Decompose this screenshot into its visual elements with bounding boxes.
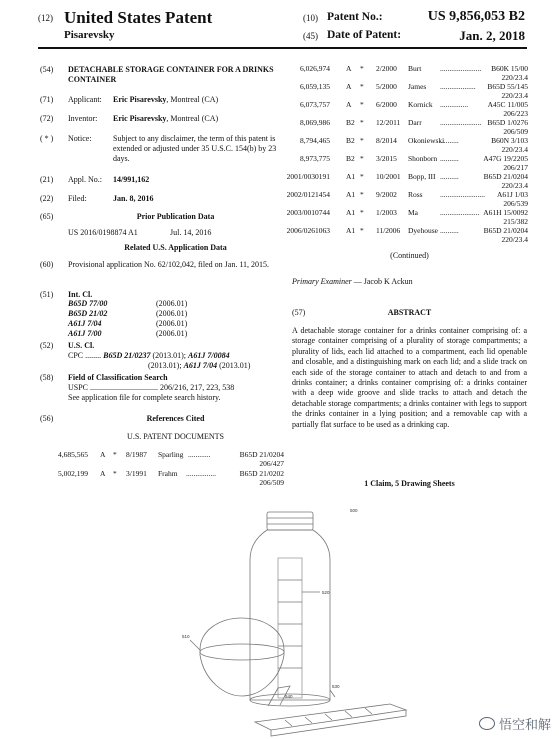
- int-cl-class: B65D 77/00: [68, 299, 108, 308]
- f65-code: (65): [40, 212, 54, 221]
- ref-date: 9/2002: [376, 190, 397, 199]
- figure-label: 540: [285, 694, 293, 699]
- appl-no-label: Appl. No.:: [68, 175, 102, 184]
- int-cl-list: [68, 299, 187, 339]
- ref-name: Burt: [408, 64, 422, 73]
- ref-name: Sparling: [158, 450, 184, 459]
- ref-kind: A1: [346, 208, 356, 217]
- ref-number: 8,794,465: [300, 136, 330, 145]
- ref-date: 3/1991: [126, 469, 147, 478]
- ref-dots: ......................: [440, 64, 482, 73]
- f60-code: (60): [40, 260, 54, 269]
- int-cl-class: A61J 7/04: [68, 319, 102, 328]
- ref-star: *: [360, 190, 364, 199]
- ref-dots: ................: [186, 469, 216, 478]
- inventor-label: Inventor:: [68, 114, 98, 123]
- cpc-class: A61J 7/0084: [188, 351, 230, 360]
- ref-subclass: 220/23.4: [501, 73, 528, 82]
- related-app-title: Related U.S. Application Data: [124, 243, 227, 252]
- ref-class: B60N 3/103: [491, 136, 528, 145]
- patent-number: US 9,856,053 B2: [427, 9, 525, 24]
- ref-subclass: 206/509: [259, 478, 284, 487]
- wechat-watermark: [479, 714, 551, 733]
- ref-subclass: 220/23.4: [501, 235, 528, 244]
- figure-label: 500: [350, 508, 358, 513]
- f57-code: (57): [292, 308, 306, 317]
- ref-number: 2006/0261063: [286, 226, 330, 235]
- primary-examiner: [292, 277, 413, 287]
- ref-class: B65D 21/0204: [239, 450, 284, 459]
- ref-kind: B2: [346, 154, 355, 163]
- detached-storage-container: [255, 704, 406, 730]
- search-field-label: Field of Classification Search: [68, 373, 168, 382]
- notice-label: Notice:: [68, 134, 92, 143]
- ref-subclass: 206/539: [503, 199, 528, 208]
- ref-number: 5,002,199: [58, 469, 88, 478]
- ref-kind: A: [346, 82, 352, 91]
- ref-subclass: 206/509: [503, 127, 528, 136]
- ref-dots: ...................: [440, 82, 476, 91]
- patent-drawing: [160, 500, 460, 739]
- abstract-title: ABSTRACT: [387, 308, 432, 317]
- bottle-cap: [267, 512, 313, 530]
- cpc-prefix: CPC ........: [68, 351, 102, 360]
- f58-code: (58): [40, 373, 54, 382]
- ref-name: Shonborn: [408, 154, 438, 163]
- wechat-icon: [479, 717, 495, 730]
- ref-name: Bopp, III: [408, 172, 436, 181]
- int-cl-class: B65D 21/02: [68, 309, 108, 318]
- ref-number: 2003/0010744: [286, 208, 330, 217]
- cpc-version: (2013.01);: [150, 351, 187, 360]
- ref-name: Frahm: [158, 469, 178, 478]
- ref-star: *: [360, 154, 364, 163]
- inventor: [68, 114, 218, 124]
- ref-class: A45C 11/005: [487, 100, 528, 109]
- provisional-app: Provisional application No. 62/102,042, filed on Jan. 11, 2015.: [68, 260, 270, 269]
- ref-date: 12/2011: [376, 118, 401, 127]
- f71-code: (71): [40, 95, 54, 104]
- ref-name: Okoniewski: [408, 136, 445, 145]
- ref-number: 6,026,974: [300, 64, 330, 73]
- ref-dots: ...............: [440, 100, 469, 109]
- uspc-line: USPC .................................. 206/216, 217, 223, 538: [68, 383, 235, 392]
- f22-code: (22): [40, 194, 54, 203]
- ref-name: Ross: [408, 190, 423, 199]
- cpc-class: B65D 21/0237: [103, 351, 151, 360]
- ref-subclass: 220/23.4: [501, 91, 528, 100]
- ref-dots: .....................: [440, 208, 480, 217]
- ref-star: *: [360, 172, 364, 181]
- f56-code: (56): [40, 414, 54, 423]
- ref-star: *: [360, 136, 364, 145]
- cpc-line-1: [68, 351, 230, 361]
- ref-dots: ............: [188, 450, 211, 459]
- ref-dots: ..........: [440, 136, 459, 145]
- ref-number: 6,073,757: [300, 100, 330, 109]
- ref-name: James: [408, 82, 427, 91]
- int-cl-version: (2006.01): [156, 329, 188, 338]
- prior-pub-date: Jul. 14, 2016: [170, 228, 212, 237]
- ref-date: 3/2015: [376, 154, 397, 163]
- appl-no: 14/991,162: [113, 175, 150, 184]
- inventor-location: , Montreal (CA): [166, 114, 219, 123]
- ref-date: 8/1987: [126, 450, 147, 459]
- f72-code: (72): [40, 114, 54, 123]
- ref-class: B60K 15/00: [491, 64, 528, 73]
- ref-kind: A1: [346, 172, 356, 181]
- patent-no-code: (10): [303, 13, 318, 23]
- ref-number: 2001/0030191: [286, 172, 330, 181]
- filed-label: Filed:: [68, 194, 87, 203]
- ref-subclass: 215/382: [503, 217, 528, 226]
- int-cl-version: (2006.01): [156, 299, 188, 308]
- claims-summary: 1 Claim, 5 Drawing Sheets: [364, 479, 455, 488]
- ref-subclass: 220/23.4: [501, 145, 528, 154]
- ref-kind: A: [100, 450, 106, 459]
- applicant-label: Applicant:: [68, 95, 102, 104]
- ref-class: B65D 21/0204: [483, 172, 528, 181]
- invention-title: DETACHABLE STORAGE CONTAINER FOR A DRINKS CONTAINER: [68, 65, 274, 84]
- date-label: Date of Patent:: [327, 29, 402, 41]
- ref-star: *: [360, 82, 364, 91]
- ref-kind: A: [346, 100, 352, 109]
- ref-dots: ........................: [440, 190, 485, 199]
- ref-date: 8/2014: [376, 136, 397, 145]
- ref-class: A61H 15/0092: [483, 208, 528, 217]
- cpc-line-2: [148, 361, 250, 371]
- ref-number: 8,973,775: [300, 154, 330, 163]
- ref-class: A61J 1/03: [496, 190, 528, 199]
- ref-kind: A1: [346, 226, 356, 235]
- ref-date: 6/2000: [376, 100, 397, 109]
- ref-date: 1/2003: [376, 208, 397, 217]
- us-docs-title: U.S. PATENT DOCUMENTS: [127, 432, 224, 441]
- header-rule: [38, 47, 527, 49]
- figure-label: 510: [182, 634, 190, 639]
- ref-kind: A: [346, 64, 352, 73]
- applicant: [68, 95, 218, 105]
- ref-class: B65D 55/145: [487, 82, 528, 91]
- filed-date: Jan. 8, 2016: [113, 194, 154, 203]
- ref-subclass: 220/23.4: [501, 181, 528, 190]
- watermark-text: 悟空和解: [498, 718, 551, 733]
- date-of-patent: Jan. 2, 2018: [459, 28, 525, 43]
- ref-kind: A: [100, 469, 106, 478]
- ref-class: B65D 1/0276: [487, 118, 528, 127]
- ref-date: 10/2001: [376, 172, 401, 181]
- ref-kind: B2: [346, 118, 355, 127]
- ref-dots: ..........: [440, 226, 459, 235]
- int-cl-version: (2006.01): [156, 319, 188, 328]
- patent-no-label: Patent No.:: [327, 11, 383, 23]
- ref-star: *: [360, 208, 364, 217]
- abstract-text: A detachable storage container for a drinks container comprising of: a storage container comprising of a plurality of storage compartments; a plurality of lids, each lid attached to a compartment, each lid openable and closable, and a distinguishing mark on each lid; and a slide track on each side of the storage container to attach and detach to and from a drinks container; a drinks container comprising of: a drinks container with a deep wide groove and slide tracks to attach and detach the detachable storage compartments; a drinks container with legs to support the drinks container in a lying position; and a removable cap with a partially flat surface to be used as a drinking cap.: [292, 326, 527, 429]
- continued-note: (Continued): [390, 251, 429, 260]
- ref-number: 6,059,135: [300, 82, 330, 91]
- ref-dots: ......................: [440, 118, 482, 127]
- inventor-name: Eric Pisarevsky: [113, 114, 167, 123]
- ref-subclass: 206/427: [259, 459, 284, 468]
- ref-subclass: 206/217: [503, 163, 528, 172]
- ref-date: 5/2000: [376, 82, 397, 91]
- ref-name: Kornick: [408, 100, 433, 109]
- cpc-version: (2013.01);: [148, 361, 182, 370]
- document-title: United States Patent: [64, 8, 213, 27]
- storage-strip: [278, 558, 302, 698]
- f54-code: (54): [40, 65, 54, 74]
- ref-date: 2/2000: [376, 64, 397, 73]
- int-cl-version: (2006.01): [156, 309, 188, 318]
- date-code: (45): [303, 31, 318, 41]
- drinking-cap: [200, 618, 284, 696]
- f21-code: (21): [40, 175, 54, 184]
- ref-name: Ma: [408, 208, 418, 217]
- ref-class: B65D 21/0202: [239, 469, 284, 478]
- applicant-location: , Montreal (CA): [166, 95, 219, 104]
- ref-number: 2002/0121454: [286, 190, 330, 199]
- ref-dots: ..........: [440, 172, 459, 181]
- ref-star: *: [360, 118, 364, 127]
- ref-kind: A1: [346, 190, 356, 199]
- cpc-version: (2013.01): [217, 361, 251, 370]
- ref-star: *: [360, 100, 364, 109]
- ref-number: 8,069,986: [300, 118, 330, 127]
- ref-class: A47G 19/2205: [483, 154, 528, 163]
- references-title: References Cited: [146, 414, 205, 423]
- examiner-name: — Jacob K Ackun: [351, 277, 413, 286]
- applicant-name: Eric Pisarevsky: [113, 95, 167, 104]
- ref-dots: ..........: [440, 154, 459, 163]
- bottle-body: [250, 530, 330, 700]
- us-cl-label: U.S. Cl.: [68, 341, 95, 350]
- figure-label: 520: [322, 590, 330, 595]
- ref-star: *: [113, 469, 117, 478]
- ref-star: *: [360, 64, 364, 73]
- f52-code: (52): [40, 341, 54, 350]
- ref-class: B65D 21/0204: [483, 226, 528, 235]
- notice-text: Subject to any disclaimer, the term of this patent is extended or adjusted under 35 U.S.C. 154(b) by 23 days.: [113, 134, 277, 163]
- figure-label: 530: [332, 684, 340, 689]
- int-cl-label: Int. Cl.: [68, 290, 93, 299]
- inventor-surname: Pisarevsky: [64, 29, 115, 41]
- ref-number: 4,685,565: [58, 450, 88, 459]
- ref-date: 11/2006: [376, 226, 401, 235]
- ref-subclass: 206/223: [503, 109, 528, 118]
- prior-pub-number: US 2016/0198874 A1: [68, 228, 138, 237]
- f51-code: (51): [40, 290, 54, 299]
- examiner-label: Primary Examiner: [292, 277, 352, 286]
- prior-pub-title: Prior Publication Data: [136, 212, 215, 221]
- notice-code: ( * ): [40, 134, 54, 143]
- ref-name: Dyehouse: [408, 226, 438, 235]
- int-cl-class: A61J 7/00: [68, 329, 102, 338]
- ref-star: *: [360, 226, 364, 235]
- search-note: See application file for complete search history.: [68, 393, 221, 402]
- ref-name: Darr: [408, 118, 422, 127]
- ref-star: *: [113, 450, 117, 459]
- ref-kind: B2: [346, 136, 355, 145]
- kind-code: (12): [38, 13, 53, 23]
- cpc-class: A61J 7/04: [183, 361, 218, 370]
